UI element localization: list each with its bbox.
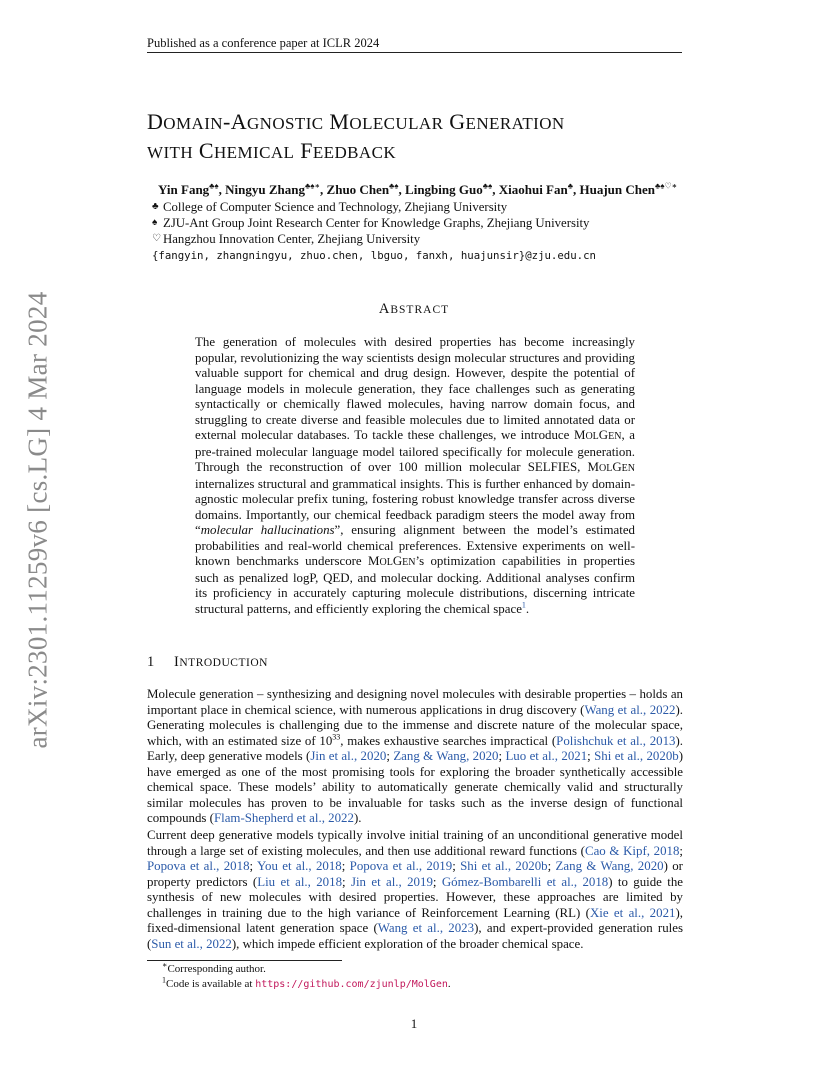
paragraph-text: , makes exhaustive searches impractical ( xyxy=(340,733,557,748)
citation-link[interactable]: Polishchuk et al., 2013 xyxy=(556,733,676,748)
abstract-text: The generation of molecules with desired properties has become increasingly popular, revolutionizing the way scientists design molecular structures and providing valuable support for chemical and drug design. However, despite the potential of language models in molecule generation, they face challenges such as generating syntactically or chemically flawed molecules, having narrow domain focus, and struggling to create diverse and feasible molecules due to limited annotated data or external molecular databases. To tackle these challenges, we introduce xyxy=(195,335,635,442)
author-name: Lingbing Guo xyxy=(405,182,483,197)
paragraph-text: Current deep generative models typically involve initial training of an unconditional generative model through a large set of existing molecules, and then use additional reward functions ( xyxy=(147,828,683,858)
citation-link[interactable]: Cao & Kipf, 2018 xyxy=(584,843,680,858)
author xyxy=(405,182,499,197)
code-url-link[interactable]: https://github.com/zjunlp/MolGen xyxy=(255,979,448,990)
citation-link[interactable]: Jin et al., 2020 xyxy=(310,749,387,763)
author xyxy=(499,182,580,197)
paragraph-text: ), fixed-dimensional latent generation space ( xyxy=(147,905,683,935)
author-list xyxy=(158,182,698,198)
author xyxy=(225,182,326,197)
separator: ; xyxy=(547,859,556,873)
citation-link[interactable]: Wang et al., 2023 xyxy=(377,921,475,935)
footnote-text: Corresponding author. xyxy=(167,963,266,975)
citation-link[interactable]: Jin et al., 2019 xyxy=(350,874,433,889)
intro-paragraph-1 xyxy=(147,687,683,827)
citation-link[interactable]: Zang & Wang, 2020 xyxy=(555,859,664,873)
footnote-2 xyxy=(162,975,451,990)
footnote-text: Code is available at xyxy=(166,978,256,990)
author-marks: ♣♠ xyxy=(209,181,219,191)
affiliation-text: College of Computer Science and Technology, Zhejiang University xyxy=(163,200,508,214)
citation-link[interactable]: Xie et al., 2021 xyxy=(589,905,676,920)
title-line-1-text: DOMAIN-AGNOSTIC MOLECULAR GENERATION xyxy=(147,109,565,134)
citation-link[interactable]: Wang et al., 2022 xyxy=(584,702,676,717)
running-header: Published as a conference paper at ICLR 2024 xyxy=(147,36,380,50)
heart-icon: ♡ xyxy=(152,233,161,244)
author-name: Huajun Chen xyxy=(579,182,655,197)
author-marks: ♣♠ xyxy=(482,181,493,191)
citation-link[interactable]: Liu et al., 2018 xyxy=(257,874,343,889)
abstract-body xyxy=(195,335,635,617)
author-sep: , xyxy=(492,182,499,197)
abstract-text: ”, ensuring alignment between the model’s estimated probabilities and real-world chemical preferences. Extensive experiments on well-known benchmarks underscore xyxy=(195,523,635,568)
section-number: 1 xyxy=(147,654,155,670)
separator: ; xyxy=(679,843,684,858)
section-title-text: INTRODUCTION xyxy=(174,654,268,670)
abstract-text: internalizes structural and grammatical insights. This is further enhanced by domain-agnostic molecular prefix tuning, fostering robust knowledge transfer across diverse domains. Importantly, our chemical feedback paradigm steers the model away from “ xyxy=(195,476,635,537)
affiliation-text: Hangzhou Innovation Center, Zhejiang University xyxy=(163,232,421,246)
author-sep: , xyxy=(320,182,327,197)
club-icon: ♣ xyxy=(152,201,159,212)
author-marks: ♣♠∗ xyxy=(305,181,321,191)
separator: ; xyxy=(452,859,461,873)
author-emails: {fangyin, zhangningyu, zhuo.chen, lbguo, fanxh, huajunsir}@zju.edu.cn xyxy=(152,249,596,262)
author-name: Yin Fang xyxy=(158,182,210,197)
paragraph-text: ). Early, deep generative models ( xyxy=(147,733,683,763)
paragraph-text: ), which impede efficient exploration of the broader chemical space. xyxy=(231,936,584,951)
affiliation-text: ZJU-Ant Group Joint Research Center for Knowledge Graphs, Zhejiang University xyxy=(163,216,590,230)
footnote-rule xyxy=(147,960,342,961)
citation-link[interactable]: Flam-Shepherd et al., 2022 xyxy=(213,811,354,825)
separator: ; xyxy=(341,859,350,873)
footnote-link[interactable]: 1 xyxy=(521,600,526,610)
author-name: Xiaohui Fan xyxy=(498,182,568,197)
affiliation xyxy=(152,216,692,231)
author xyxy=(158,182,225,197)
title-line-2 xyxy=(147,137,687,166)
citation-link[interactable]: Luo et al., 2021 xyxy=(505,749,588,763)
spade-icon: ♠ xyxy=(152,217,158,228)
section-title xyxy=(174,654,268,671)
intro-paragraph-2 xyxy=(147,828,683,952)
arxiv-stamp xyxy=(14,290,62,750)
citation-link[interactable]: You et al., 2018 xyxy=(256,859,342,873)
author-marks: ♣♠ xyxy=(389,181,399,191)
exponent: 33 xyxy=(332,732,341,742)
separator: ; xyxy=(432,874,442,889)
page-number: 1 xyxy=(410,1016,418,1031)
separator: ; xyxy=(342,874,351,889)
separator: ; xyxy=(587,749,595,763)
paragraph-text: ). Generating molecules is challenging due to the immense and discrete nature of the molecular space, which, with an estimated size of 10 xyxy=(147,702,683,748)
author-name: Zhuo Chen xyxy=(326,182,390,197)
author-marks: ♣♠♡∗ xyxy=(654,181,678,191)
paragraph-text: ) have emerged as one of the most promising tools for exploring the broader synthetically accessible chemical space. These models’ ability to automatically generate chemically valid and structurally similar molecules has proven to be invaluable for tasks such as the inverse design of functional compounds ( xyxy=(147,749,684,825)
abstract-text: , a pre-trained molecular language model tailored specifically for molecule generation. Through the reconstruction of over 100 million molecular SELFIES, xyxy=(195,428,635,474)
paragraph-text: ). xyxy=(353,811,362,825)
paragraph-text: Molecule generation – synthesizing and designing novel molecules with desirable properties – holds an important place in chemical science, with numerous applications in drug discovery ( xyxy=(147,687,683,717)
paper-title xyxy=(147,108,687,166)
abstract-text: . xyxy=(525,601,530,616)
abstract-italic: molecular hallucinations xyxy=(200,523,335,537)
author-sep: , xyxy=(218,182,226,197)
paragraph-text: ) to guide the synthesis of new molecules with desired properties. However, these approaches are limited by challenges in training due to the high variance of Reinforcement Learning (RL) ( xyxy=(147,874,683,920)
citation-link[interactable]: Popova et al., 2019 xyxy=(349,859,453,873)
affiliation xyxy=(152,200,692,215)
footnote-mark: ∗ xyxy=(162,960,168,970)
arxiv-stamp-text: arXiv:2301.11259v6 [cs.LG] 4 Mar 2024 xyxy=(22,291,53,749)
title-line-1 xyxy=(147,108,687,137)
model-name: MOLGEN xyxy=(573,428,622,442)
citation-link[interactable]: Zang & Wang, 2020 xyxy=(393,749,499,763)
citation-link[interactable]: Sun et al., 2022 xyxy=(151,936,232,951)
author xyxy=(327,182,406,197)
author-sep: , xyxy=(572,182,580,197)
citation-link[interactable]: Shi et al., 2020b xyxy=(594,749,679,763)
author-marks: ♣ xyxy=(567,181,573,191)
author xyxy=(579,182,677,197)
footnote-1 xyxy=(162,960,266,975)
abstract-heading-text: ABSTRACT xyxy=(378,301,450,317)
model-name: MOLGEN xyxy=(587,460,635,474)
title-line-2-text: WITH CHEMICAL FEEDBACK xyxy=(147,138,396,163)
separator: ; xyxy=(386,749,394,763)
separator: ; xyxy=(249,859,257,873)
author-name: Ningyu Zhang xyxy=(225,182,306,197)
model-name: MOLGEN xyxy=(368,554,416,568)
author-sep: , xyxy=(398,182,406,197)
paragraph-text: ) or property predictors ( xyxy=(147,859,683,889)
affiliation xyxy=(152,232,692,247)
footnote-mark: 1 xyxy=(162,975,166,985)
citation-link[interactable]: Gómez-Bombarelli et al., 2018 xyxy=(441,874,609,889)
footnote-text: . xyxy=(447,978,451,990)
paragraph-text: ), and expert-provided generation rules ( xyxy=(147,921,683,951)
citation-link[interactable]: Shi et al., 2020b xyxy=(460,859,548,873)
abstract-heading xyxy=(0,301,828,318)
citation-link[interactable]: Popova et al., 2018 xyxy=(147,859,250,873)
abstract-text: ’s optimization capabilities in properties such as penalized logP, QED, and molecular docking. Additional analyses confirm its proficiency in accurately capturing molecule distributions, discerning intricate structural patterns, and efficiently exploring the chemical space xyxy=(195,554,635,616)
header-rule xyxy=(147,52,682,53)
separator: ; xyxy=(498,749,506,763)
